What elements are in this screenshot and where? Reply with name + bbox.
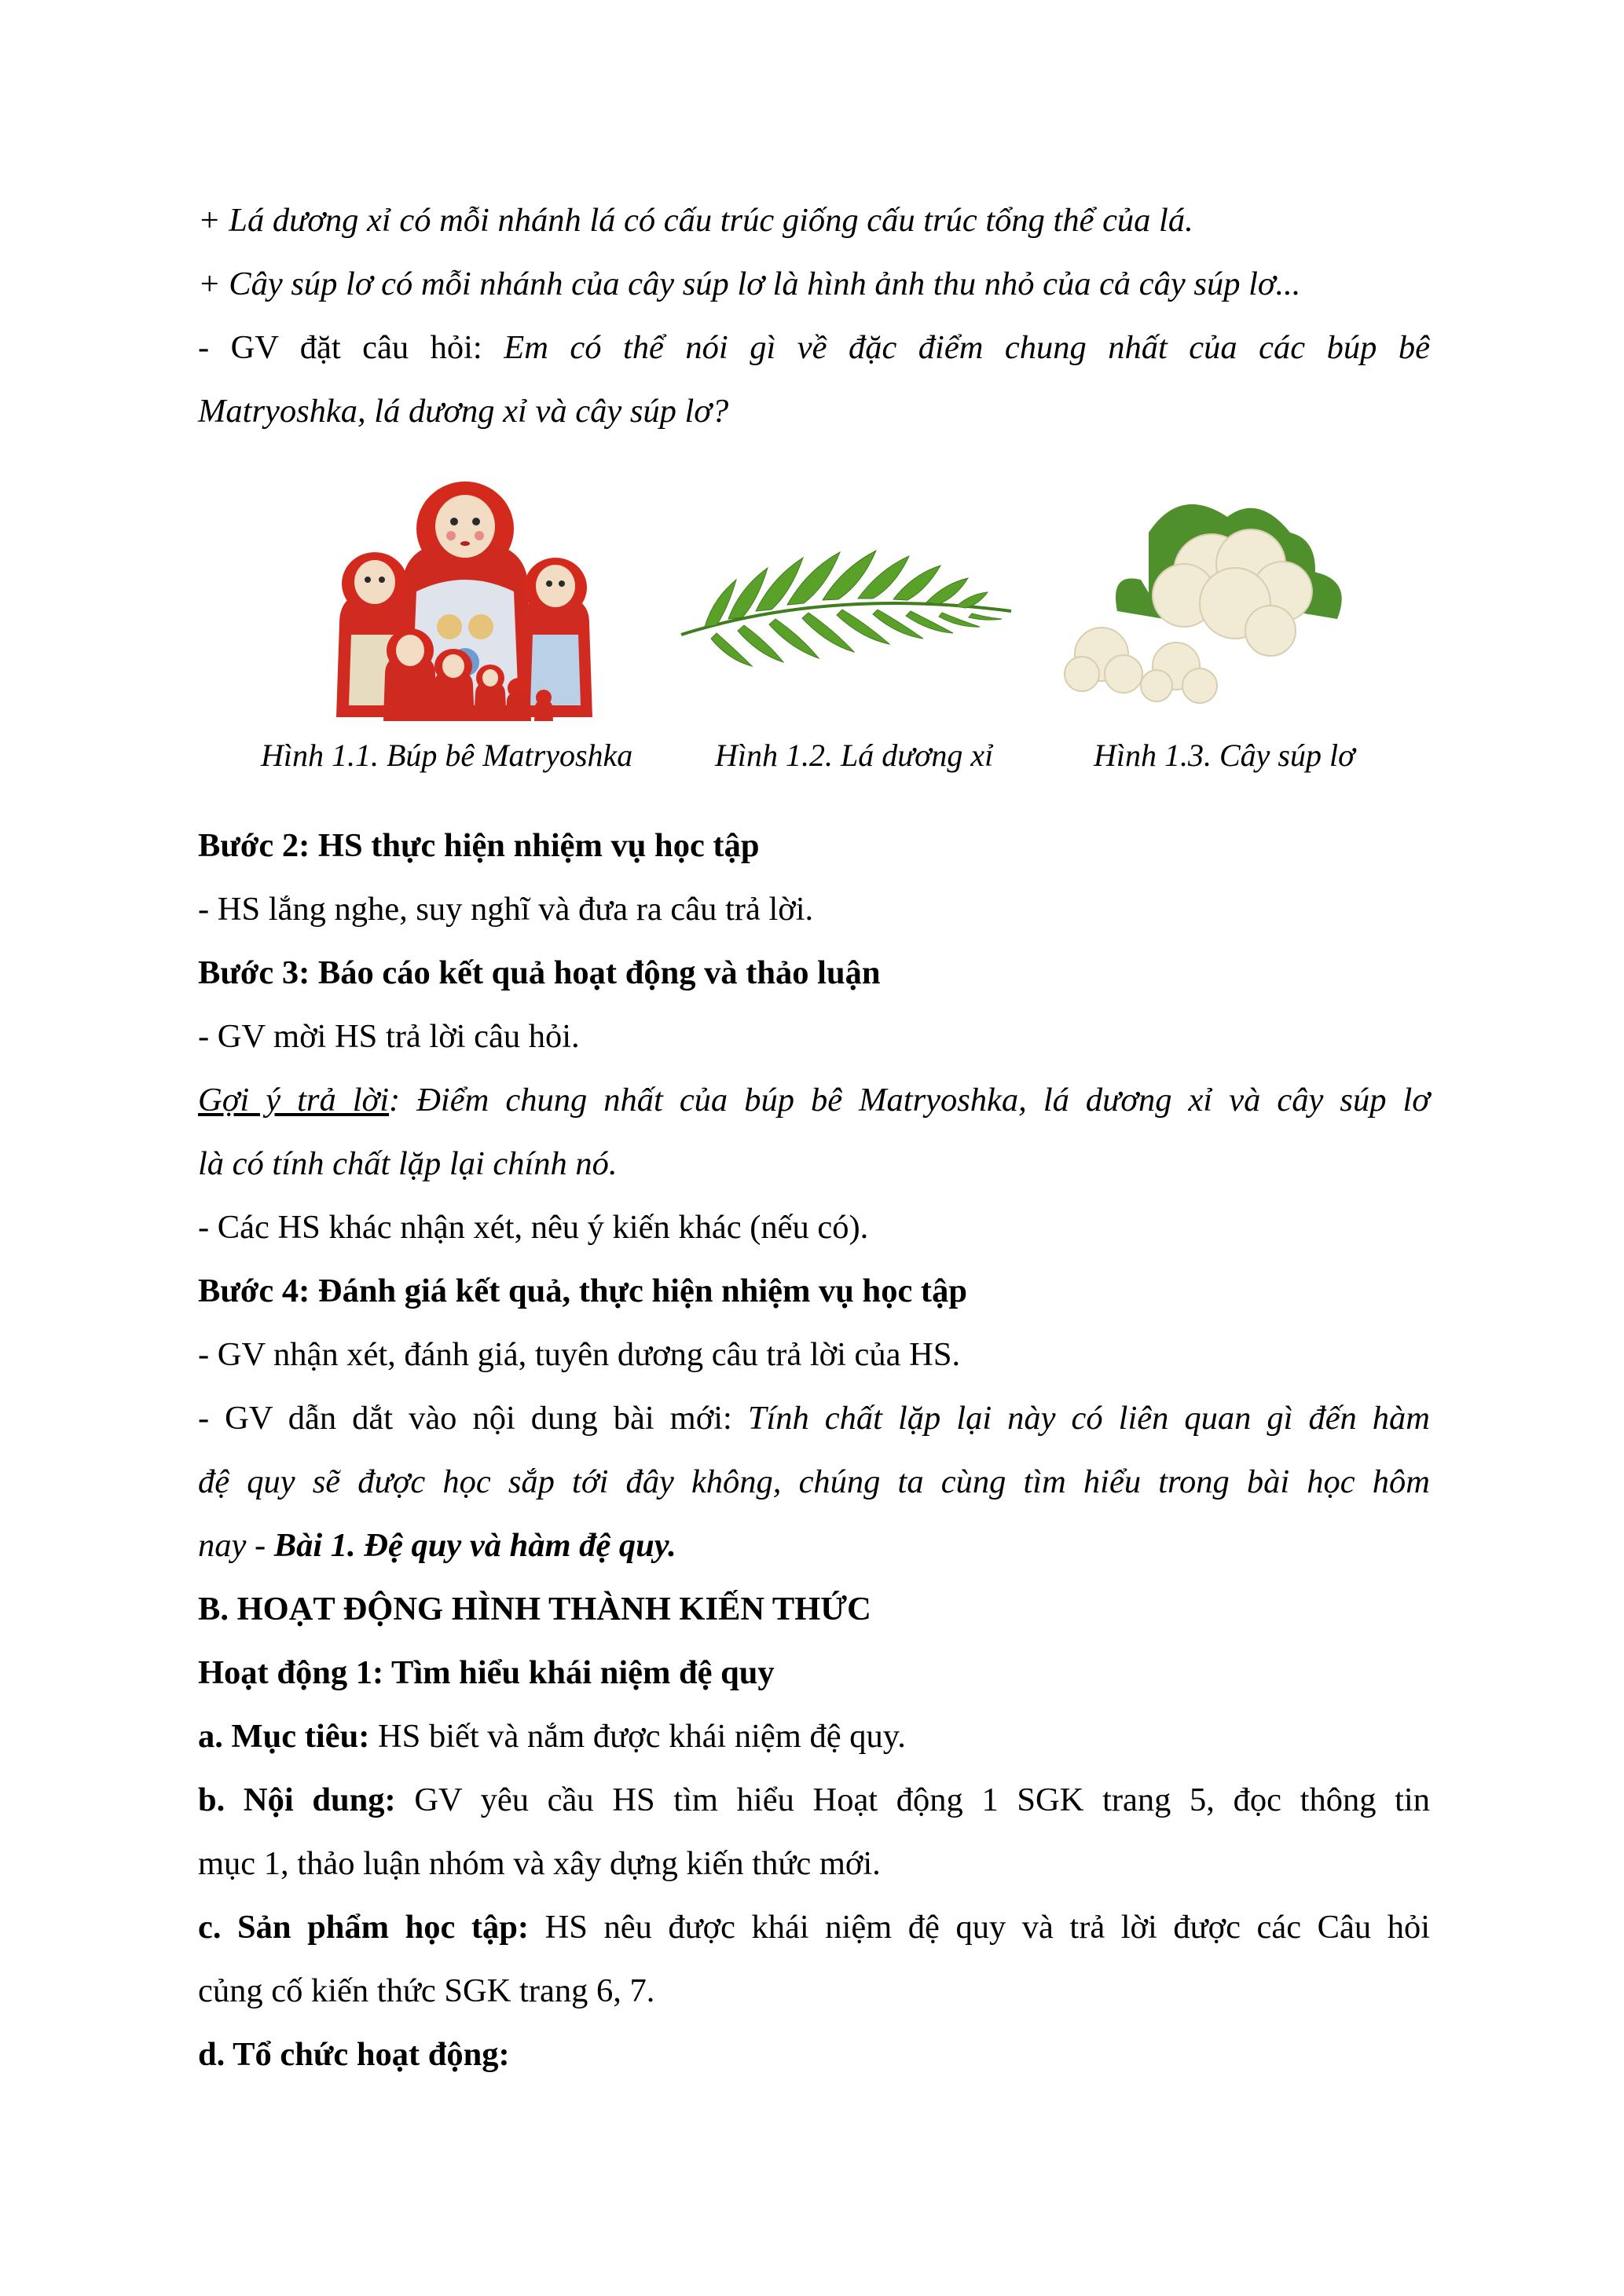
step4-title: Bước 4: Đánh giá kết quả, thực hiện nhiệm vụ học tập [198,1273,967,1309]
product-line-1 [198,1895,1430,1959]
step2-line-1: - HS lắng nghe, suy nghĩ và đưa ra câu trả lời. [198,891,814,928]
intro-line-1: + Lá dương xỉ có mỗi nhánh lá có cấu trúc giống cấu trúc tổng thể của lá. [198,202,1193,239]
organization-label: d. Tổ chức hoạt động: [198,2036,510,2073]
step4-intro-prefix: - GV dẫn dắt vào nội dung bài mới: [198,1400,748,1437]
content-line-1 [198,1768,1430,1832]
hint-line-1 [198,1068,1430,1132]
right-doll [519,558,592,717]
figure-row [198,454,1430,807]
matryoshka-figure [316,454,614,725]
content-line-2: mục 1, thảo luận nhóm và xây dựng kiến thức mới. [198,1845,881,1882]
product-line-2: củng cố kiến thức SGK trang 6, 7. [198,1972,655,2009]
step4-line-4 [198,1514,1430,1577]
figure-caption-2: Hình 1.2. Lá dương xỉ [715,738,994,773]
objective-line [198,1705,1430,1768]
step4-line-2 [198,1386,1430,1450]
step3-title: Bước 3: Báo cáo kết quả hoạt động và thảo luận [198,954,881,991]
objective-label: a. Mục tiêu: [198,1718,370,1755]
step4-line-1: - GV nhận xét, đánh giá, tuyên dương câu trả lời của HS. [198,1336,961,1373]
product-label: c. Sản phẩm học tập: [198,1909,530,1946]
content-label: b. Nội dung: [198,1782,396,1818]
product-text-1: HS nêu được khái niệm đệ quy và trả lời được các Câu hỏi [529,1909,1430,1946]
cauliflower-figure [1054,485,1369,713]
teacher-question-line-1 [198,316,1430,379]
intro-line-2: + Cây súp lơ có mỗi nhánh của cây súp lơ là hình ảnh thu nhỏ của cả cây súp lơ... [198,265,1301,302]
hint-colon: : [389,1082,401,1119]
step4-line-3: đệ quy sẽ được học sắp tới đây không, chúng ta cùng tìm hiểu trong bài học hôm [198,1463,1430,1500]
fern-leaf-image [673,525,1019,674]
document-page [198,189,1430,2086]
teacher-question-line-2: Matryoshka, lá dương xỉ và cây súp lơ? [198,393,729,430]
teacher-question-text: Em có thể nói gì về đặc điểm chung nhất của các búp bê [504,329,1430,366]
cauliflower-image [1054,485,1369,713]
hint-line-2: là có tính chất lặp lại chính nó. [198,1145,618,1182]
lesson-title: Bài 1. Đệ quy và hàm đệ quy. [273,1527,676,1564]
matryoshka-dolls-image [316,454,614,725]
step2-title: Bước 2: HS thực hiện nhiệm vụ học tập [198,827,760,864]
step4-intro-italic: Tính chất lặp lại này có liên quan gì đến hàm [747,1400,1431,1437]
figure-caption-1: Hình 1.1. Búp bê Matryoshka [261,738,633,773]
objective-text: HS biết và nắm được khái niệm đệ quy. [369,1718,906,1755]
step3-line-2: - Các HS khác nhận xét, nêu ý kiến khác (nếu có). [198,1209,869,1246]
step4-line-4-italic: nay - [198,1527,274,1564]
section-b-title: B. HOẠT ĐỘNG HÌNH THÀNH KIẾN THỨC [198,1591,871,1628]
hint-label: Gợi ý trả lời [198,1082,390,1119]
step3-line-1: - GV mời HS trả lời câu hỏi. [198,1018,580,1055]
hint-text-1: Điểm chung nhất của búp bê Matryoshka, lá dương xỉ và cây súp lơ [400,1082,1430,1119]
teacher-question-prefix: - GV đặt câu hỏi: [198,329,504,366]
figure-caption-3: Hình 1.3. Cây súp lơ [1094,738,1355,773]
fern-figure [673,525,1019,674]
content-text-1: GV yêu cầu HS tìm hiểu Hoạt động 1 SGK trang 5, đọc thông tin [395,1782,1430,1818]
activity-1-title: Hoạt động 1: Tìm hiểu khái niệm đệ quy [198,1654,775,1691]
